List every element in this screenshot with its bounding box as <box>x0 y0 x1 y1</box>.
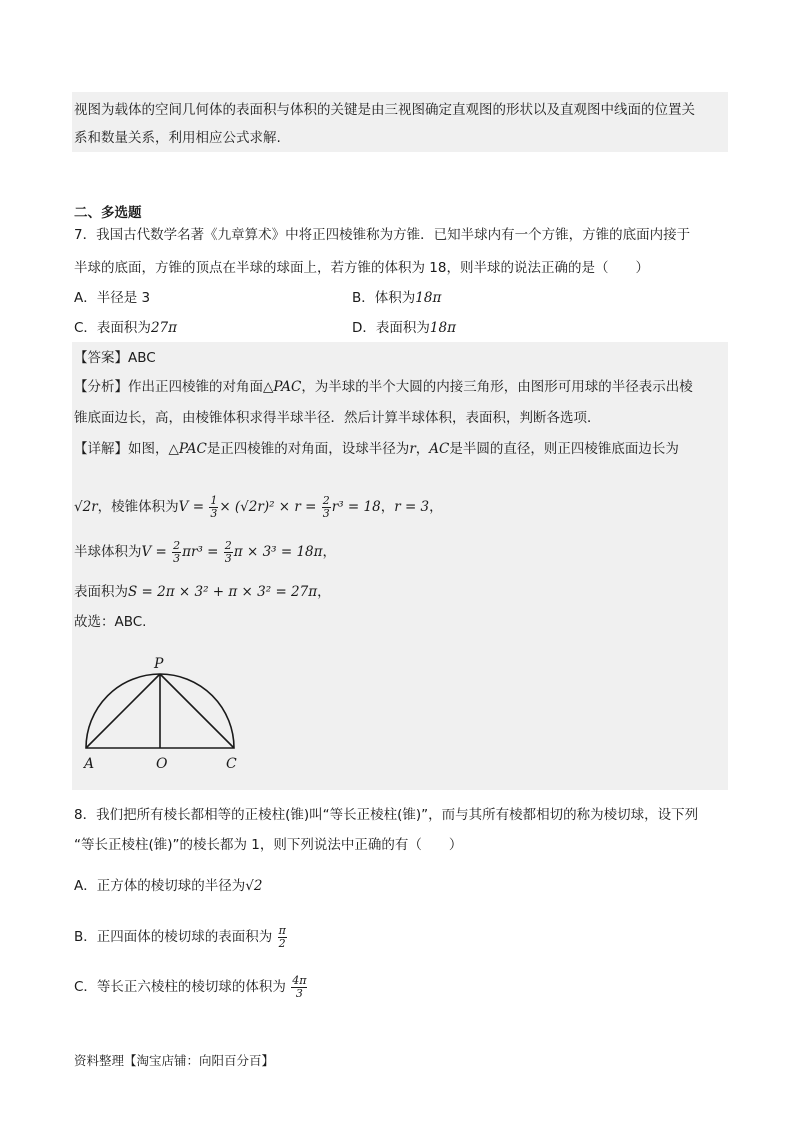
q7-analysis-line2: 锥底面边长，高，由棱锥体积求得半球半径．然后计算半球体积，表面积，判断各选项． <box>74 410 601 426</box>
fraction-4pi-over-3: $\frac{4\pi}{3}$ <box>292 973 307 1000</box>
q7-analysis-line1: 【分析】作出正四棱锥的对角面△PAC，为半球的半个大圆的内接三角形，由图形可用球的半径表示出棱 <box>74 379 693 395</box>
q7-choose: 故选：ABC. <box>74 614 147 630</box>
fraction-two-thirds-c: $\frac{2}{3}$ <box>224 538 232 565</box>
label-P: P <box>154 656 164 672</box>
segment-PC <box>160 674 234 748</box>
q7-option-a: A．半径是 3 <box>74 290 151 306</box>
top-text-line1: 视图为载体的空间几何体的表面积与体积的关键是由三视图确定直观图的形状以及直观图中线面的位置关 <box>74 102 695 118</box>
q7-detail-line1: 【详解】如图，△PAC是正四棱锥的对角面，设球半径为r，AC是半圆的直径，则正四棱锥底面边长为 <box>74 441 679 457</box>
q7-stem-line2: 半球的底面，方锥的顶点在半球的球面上，若方锥的体积为 18，则半球的说法正确的是（ ） <box>74 260 649 276</box>
q8-option-a: A．正方体的棱切球的半径为√2 <box>74 878 263 894</box>
fraction-two-thirds: $\frac{2}{3}$ <box>322 493 330 520</box>
q7-option-c: C．表面积为27π <box>74 320 177 336</box>
section-title: 二、多选题 <box>74 205 142 221</box>
q7-detail-line4: 表面积为S = 2π × 3² + π × 3² = 27π， <box>74 584 331 600</box>
q7-option-b: B．体积为18π <box>352 290 442 306</box>
q7-option-d: D．表面积为18π <box>352 320 456 336</box>
label-A: A <box>84 756 95 772</box>
q7-detail-line2: √2r，棱锥体积为V = $\frac{1}{3}$ × (√2r)² × r = $\frac{2}{3}$ r³ = 18，r = 3， <box>74 493 443 520</box>
top-text-line2: 系和数量关系，利用相应公式求解. <box>74 130 281 146</box>
label-O: O <box>156 756 168 772</box>
q8-option-b: B．正四面体的棱切球的表面积为 $\frac{\pi}{2}$ <box>74 923 286 950</box>
segment-AP <box>86 674 160 748</box>
q8-option-c: C．等长正六棱柱的棱切球的体积为 $\frac{4\pi}{3}$ <box>74 973 307 1000</box>
label-C: C <box>226 756 237 772</box>
q7-stem-line1: 7．我国古代数学名著《九章算术》中将正四棱锥称为方锥．已知半球内有一个方锥，方锥的底面内接于 <box>74 227 691 243</box>
q7-detail-line3: 半球体积为V = $\frac{2}{3}$ πr³ = $\frac{2}{3}$ π × 3³ = 18π， <box>74 538 337 565</box>
q7-answer: 【答案】ABC <box>74 350 156 366</box>
fraction-one-third: $\frac{1}{3}$ <box>210 493 218 520</box>
semicircle-figure <box>76 650 256 775</box>
footer-source: 资料整理【淘宝店铺：向阳百分百】 <box>74 1053 275 1068</box>
q8-stem-line2: “等长正棱柱(锥)”的棱长都为 1，则下列说法中正确的有（ ） <box>74 837 463 853</box>
q8-stem-line1: 8．我们把所有棱长都相等的正棱柱(锥)叫“等长正棱柱(锥)”，而与其所有棱都相切的称为棱切球，设下列 <box>74 807 699 823</box>
fraction-two-thirds-b: $\frac{2}{3}$ <box>173 538 181 565</box>
fraction-pi-over-2: $\frac{\pi}{2}$ <box>278 923 286 950</box>
